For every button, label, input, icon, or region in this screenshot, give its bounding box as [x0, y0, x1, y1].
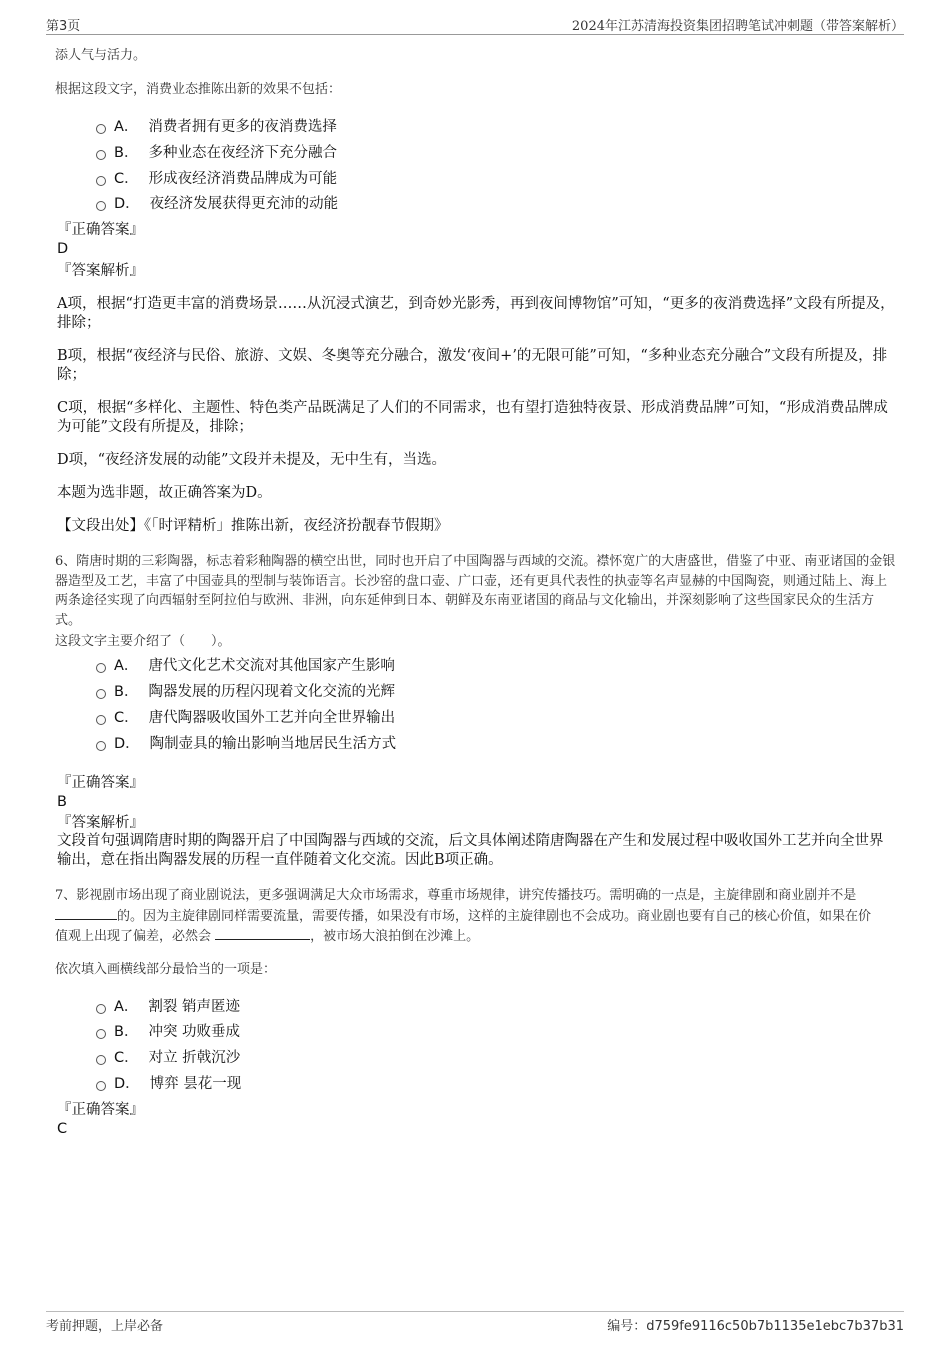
q6-option-a[interactable]: A． 唐代文化艺术交流对其他国家产生影响 — [96, 654, 395, 674]
q5-prompt: 根据这段文字，消费业态推陈出新的效果不包括： — [55, 82, 342, 97]
page-header — [46, 14, 904, 35]
q5-source: 【文段出处】《「时评精析」推陈出新，夜经济扮靓春节假期》 — [57, 518, 449, 534]
fill-blank-2[interactable] — [215, 926, 310, 940]
q6-option-b[interactable]: B． 陶器发展的历程闪现着文化交流的光辉 — [96, 680, 395, 700]
footer-slogan: 考前押题，上岸必备 — [46, 1319, 164, 1334]
radio-icon[interactable] — [96, 176, 106, 186]
radio-icon[interactable] — [96, 741, 106, 751]
radio-icon[interactable] — [96, 689, 106, 699]
q7-answer-label: 『正确答案』 — [57, 1102, 144, 1118]
q7-option-a[interactable]: A． 割裂 销声匿迹 — [96, 995, 240, 1015]
q5-conclusion: 本题为选非题，故正确答案为D。 — [57, 485, 272, 501]
q7-answer: C — [57, 1121, 68, 1137]
page-footer — [46, 1311, 904, 1334]
q6-prompt: 这段文字主要介绍了（ ）。 — [55, 634, 231, 649]
q5-tail-text: 添人气与活力。 — [55, 48, 147, 63]
q7-option-c[interactable]: C． 对立 折戟沉沙 — [96, 1046, 240, 1066]
radio-icon[interactable] — [96, 1055, 106, 1065]
q5-option-a[interactable]: A． 消费者拥有更多的夜消费选择 — [96, 115, 337, 135]
fill-blank-1[interactable] — [55, 906, 117, 920]
q7-prompt: 依次填入画横线部分最恰当的一项是： — [55, 962, 277, 977]
q6-analysis-label: 『答案解析』 — [57, 815, 144, 831]
radio-icon[interactable] — [96, 1081, 106, 1091]
q5-analysis-a: A项，根据“打造更丰富的消费场景……从沉浸式演艺，到奇妙光影秀，再到夜间博物馆”可知，“更多的夜消费选择”文段有所提及，排除； — [57, 296, 895, 331]
q6-answer-label: 『正确答案』 — [57, 775, 144, 791]
radio-icon[interactable] — [96, 201, 106, 211]
radio-icon[interactable] — [96, 1029, 106, 1039]
q7-text: 7、影视剧市场出现了商业剧说法，更多强调满足大众市场需求，尊重市场规律，讲究传播技巧。需明确的一点是，主旋律剧和商业剧并不是 的。因为主旋律剧同样需要流量，需要传播，如果没有市场，这样的主旋律剧也不会成功。商业剧也要有自己的核心价值，如果在价 值观上出现了偏差，必然会 ，被市场大浪拍倒在沙滩上。 — [55, 888, 872, 944]
q5-answer: D — [57, 241, 69, 257]
q7-option-d[interactable]: D． 博弈 昙花一现 — [96, 1072, 241, 1092]
q5-analysis-label: 『答案解析』 — [57, 263, 144, 279]
page-number: 第3页 — [46, 19, 81, 34]
q7-option-b[interactable]: B． 冲突 功败垂成 — [96, 1020, 240, 1040]
radio-icon[interactable] — [96, 1004, 106, 1014]
q6-analysis: 文段首句强调隋唐时期的陶器开启了中国陶器与西域的交流，后文具体阐述隋唐陶器在产生和发展过程中吸收国外工艺并向全世界输出，意在指出陶器发展的历程一直伴随着文化交流。因此B项正确。 — [57, 833, 884, 868]
q5-analysis-c: C项，根据“多样化、主题性、特色类产品既满足了人们的不同需求，也有望打造独特夜景、形成消费品牌”可知，“形成消费品牌成为可能”文段有所提及，排除； — [57, 400, 888, 435]
q5-option-b[interactable]: B． 多种业态在夜经济下充分融合 — [96, 141, 337, 161]
q5-option-c[interactable]: C． 形成夜经济消费品牌成为可能 — [96, 167, 337, 187]
q6-answer: B — [57, 794, 67, 810]
document-title: 2024年江苏清海投资集团招聘笔试冲刺题（带答案解析） — [571, 19, 904, 34]
q5-option-d[interactable]: D． 夜经济发展获得更充沛的动能 — [96, 192, 338, 212]
q5-analysis-d: D项，“夜经济发展的动能”文段并未提及，无中生有，当选。 — [57, 452, 446, 468]
q6-text: 6、隋唐时期的三彩陶器，标志着彩釉陶器的横空出世，同时也开启了中国陶器与西域的交流。襟怀宽广的大唐盛世，借鉴了中亚、南亚诸国的金银器造型及工艺，丰富了中国壶具的型制与装饰语言。长沙窑的盘口壶、广口壶，还有更具代表性的执壶等名声显赫的中国陶瓷，则通过陆上、海上两条途径实现了向西辐射至阿拉伯与欧洲、非洲，向东延伸到日本、朝鲜及东南亚诸国的商品与文化输出，并深刻影响了这些国家民众的生活方式。 — [55, 554, 896, 628]
radio-icon[interactable] — [96, 150, 106, 160]
q5-answer-label: 『正确答案』 — [57, 222, 144, 238]
radio-icon[interactable] — [96, 663, 106, 673]
radio-icon[interactable] — [96, 715, 106, 725]
q5-analysis-b: B项，根据“夜经济与民俗、旅游、文娱、冬奥等充分融合，激发‘夜间+’的无限可能”可知，“多种业态充分融合”文段有所提及，排除； — [57, 348, 888, 383]
radio-icon[interactable] — [96, 124, 106, 134]
q6-option-d[interactable]: D． 陶制壶具的输出影响当地居民生活方式 — [96, 732, 396, 752]
document-code: 编号：d759fe9116c50b7b1135e1ebc7b37b31 — [607, 1319, 904, 1334]
q6-option-c[interactable]: C． 唐代陶器吸收国外工艺并向全世界输出 — [96, 706, 395, 726]
